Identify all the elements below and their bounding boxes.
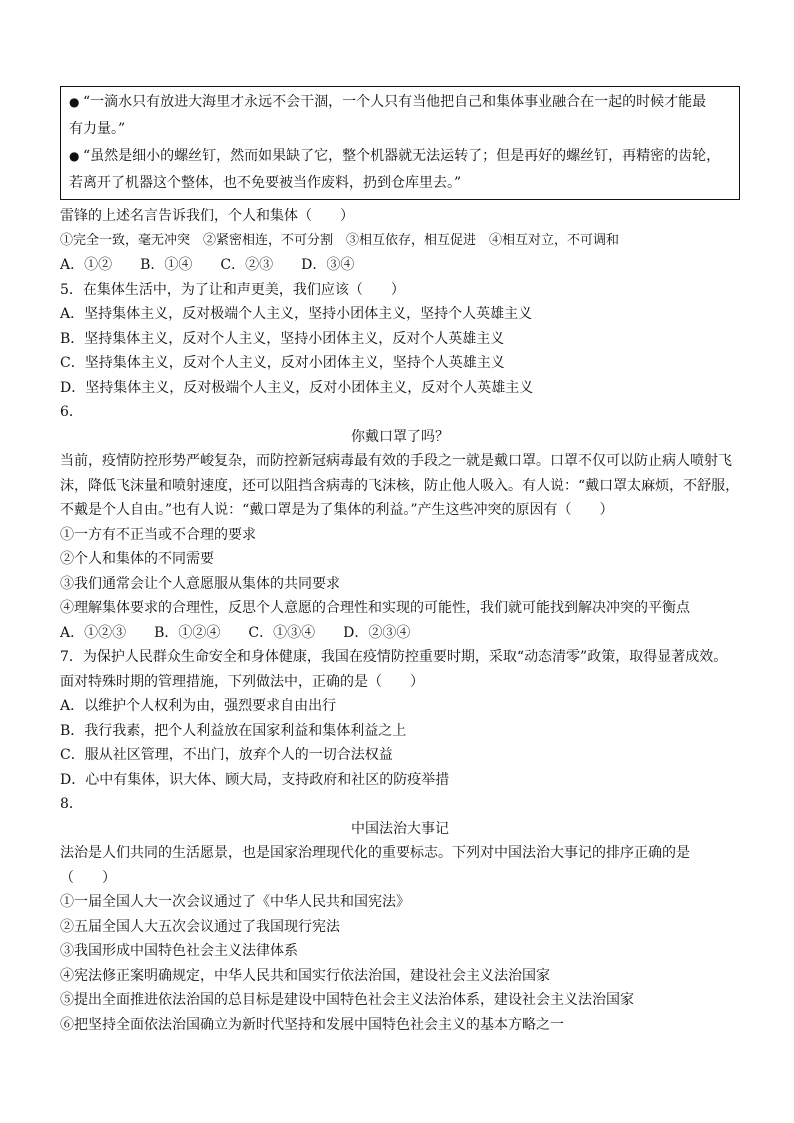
q7-option-b: B．我行我素，把个人利益放在国家利益和集体利益之上	[60, 722, 407, 739]
q5-option-b: B．坚持集体主义，反对个人主义，坚持小团体主义，反对个人英雄主义	[60, 330, 505, 347]
quote-box	[60, 86, 740, 200]
question-7	[60, 645, 740, 792]
q8-number: 8．	[60, 796, 83, 812]
question-4	[60, 204, 740, 278]
q4-stem: 雷锋的上述名言告诉我们，个人和集体（ ）	[60, 208, 354, 224]
q8-event-3: ③我国形成中国特色社会主义法律体系	[60, 943, 298, 959]
q8-event-6: ⑥把坚持全面依法治国确立为新时代坚持和发展中国特色社会主义的基本方略之一	[60, 1016, 564, 1033]
q7-stem-line-2: 面对特殊时期的管理措施，下列做法中，正确的是（ ）	[60, 673, 424, 690]
q6-number: 6．	[60, 404, 83, 420]
q6-statement-4: ④理解集体要求的合理性，反思个人意愿的合理性和实现的可能性，我们就可能找到解决冲突的平衡点	[60, 600, 690, 616]
q5-stem: 5．在集体生活中，为了让和声更美，我们应该（ ）	[60, 281, 405, 298]
bullet-icon: ●	[69, 149, 80, 163]
q6-paragraph-line-2: 沫，降低飞沫量和喷射速度，还可以阻挡含病毒的飞沫核，防止他人吸入。有人说：“戴口罩太麻烦，不舒服，	[60, 477, 740, 494]
q5-option-d: D．坚持集体主义，反对极端个人主义，反对小团体主义，反对个人英雄主义	[60, 379, 534, 396]
q5-option-a: A．坚持集体主义，反对极端个人主义，坚持小团体主义，坚持个人英雄主义	[60, 306, 533, 322]
q5-option-c: C．坚持集体主义，反对个人主义，反对小团体主义，坚持个人英雄主义	[60, 355, 505, 371]
exam-page	[60, 86, 740, 1037]
quote-2-line-2: 若离开了机器这个整体，也不免要被当作废料，扔到仓库里去。”	[69, 175, 462, 191]
q6-statement-1: ①一方有不正当或不合理的要求	[60, 526, 256, 543]
q8-event-2: ②五届全国人大五次会议通过了我国现行宪法	[60, 918, 340, 935]
bullet-icon: ●	[69, 95, 80, 109]
q4-statements: ①完全一致，毫无冲突 ②紧密相连，不可分割 ③相互依存，相互促进 ④相互对立，不可调和	[60, 232, 620, 248]
q6-options: A．①②③ B．①②④ C．①③④ D．②③④	[60, 624, 411, 641]
q8-event-5: ⑤提出全面推进依法治国的总目标是建设中国特色社会主义法治体系，建设社会主义法治国家	[60, 992, 634, 1008]
q8-event-1: ①一届全国人大一次会议通过了《中华人民共和国宪法》	[60, 894, 410, 910]
q8-stem-line-1: 法治是人们共同的生活愿景，也是国家治理现代化的重要标志。下列对中国法治大事记的排序正确的是	[60, 845, 690, 861]
q7-stem-line-1: 7．为保护人民群众生命安全和身体健康，我国在疫情防控重要时期，采取“动态清零”政策，取得显著成效。	[60, 649, 728, 665]
q4-options: A．①② B．①④ C．②③ D．③④	[60, 257, 355, 273]
q8-title: 中国法治大事记	[351, 820, 449, 837]
q8-event-4: ④宪法修正案明确规定，中华人民共和国实行依法治国，建设社会主义法治国家	[60, 967, 550, 984]
quote-2-line-1: ● “虽然是细小的螺丝钉，然而如果缺了它，整个机器就无法运转了；但是再好的螺丝钉，再精密的齿轮，	[69, 143, 731, 170]
q6-paragraph-line-3: 不戴是个人自由。”也有人说：“戴口罩是为了集体的利益。”产生这些冲突的原因有（ ）	[60, 502, 614, 518]
q6-title: 你戴口罩了吗？	[351, 428, 449, 445]
question-8	[60, 792, 740, 1037]
quote-1-line-1: ● “一滴水只有放进大海里才永远不会干涸，一个人只有当他把自己和集体事业融合在一起的时候才能最	[69, 89, 731, 116]
q8-stem-line-2: （ ）	[60, 869, 116, 886]
question-5	[60, 278, 740, 401]
q6-statement-2: ②个人和集体的不同需要	[60, 551, 214, 567]
q6-paragraph-line-1: 当前，疫情防控形势严峻复杂，而防控新冠病毒最有效的手段之一就是戴口罩。口罩不仅可以防止病人喷射飞	[60, 453, 732, 469]
q7-option-a: A．以维护个人权利为由，强烈要求自由出行	[60, 698, 337, 714]
q7-option-d: D．心中有集体，识大体、顾大局，支持政府和社区的防疫举措	[60, 771, 450, 788]
q7-option-c: C．服从社区管理，不出门，放弃个人的一切合法权益	[60, 747, 393, 763]
q6-statement-3: ③我们通常会让个人意愿服从集体的共同要求	[60, 575, 340, 592]
quote-1-line-2: 有力量。”	[69, 121, 126, 137]
question-6	[60, 400, 740, 645]
